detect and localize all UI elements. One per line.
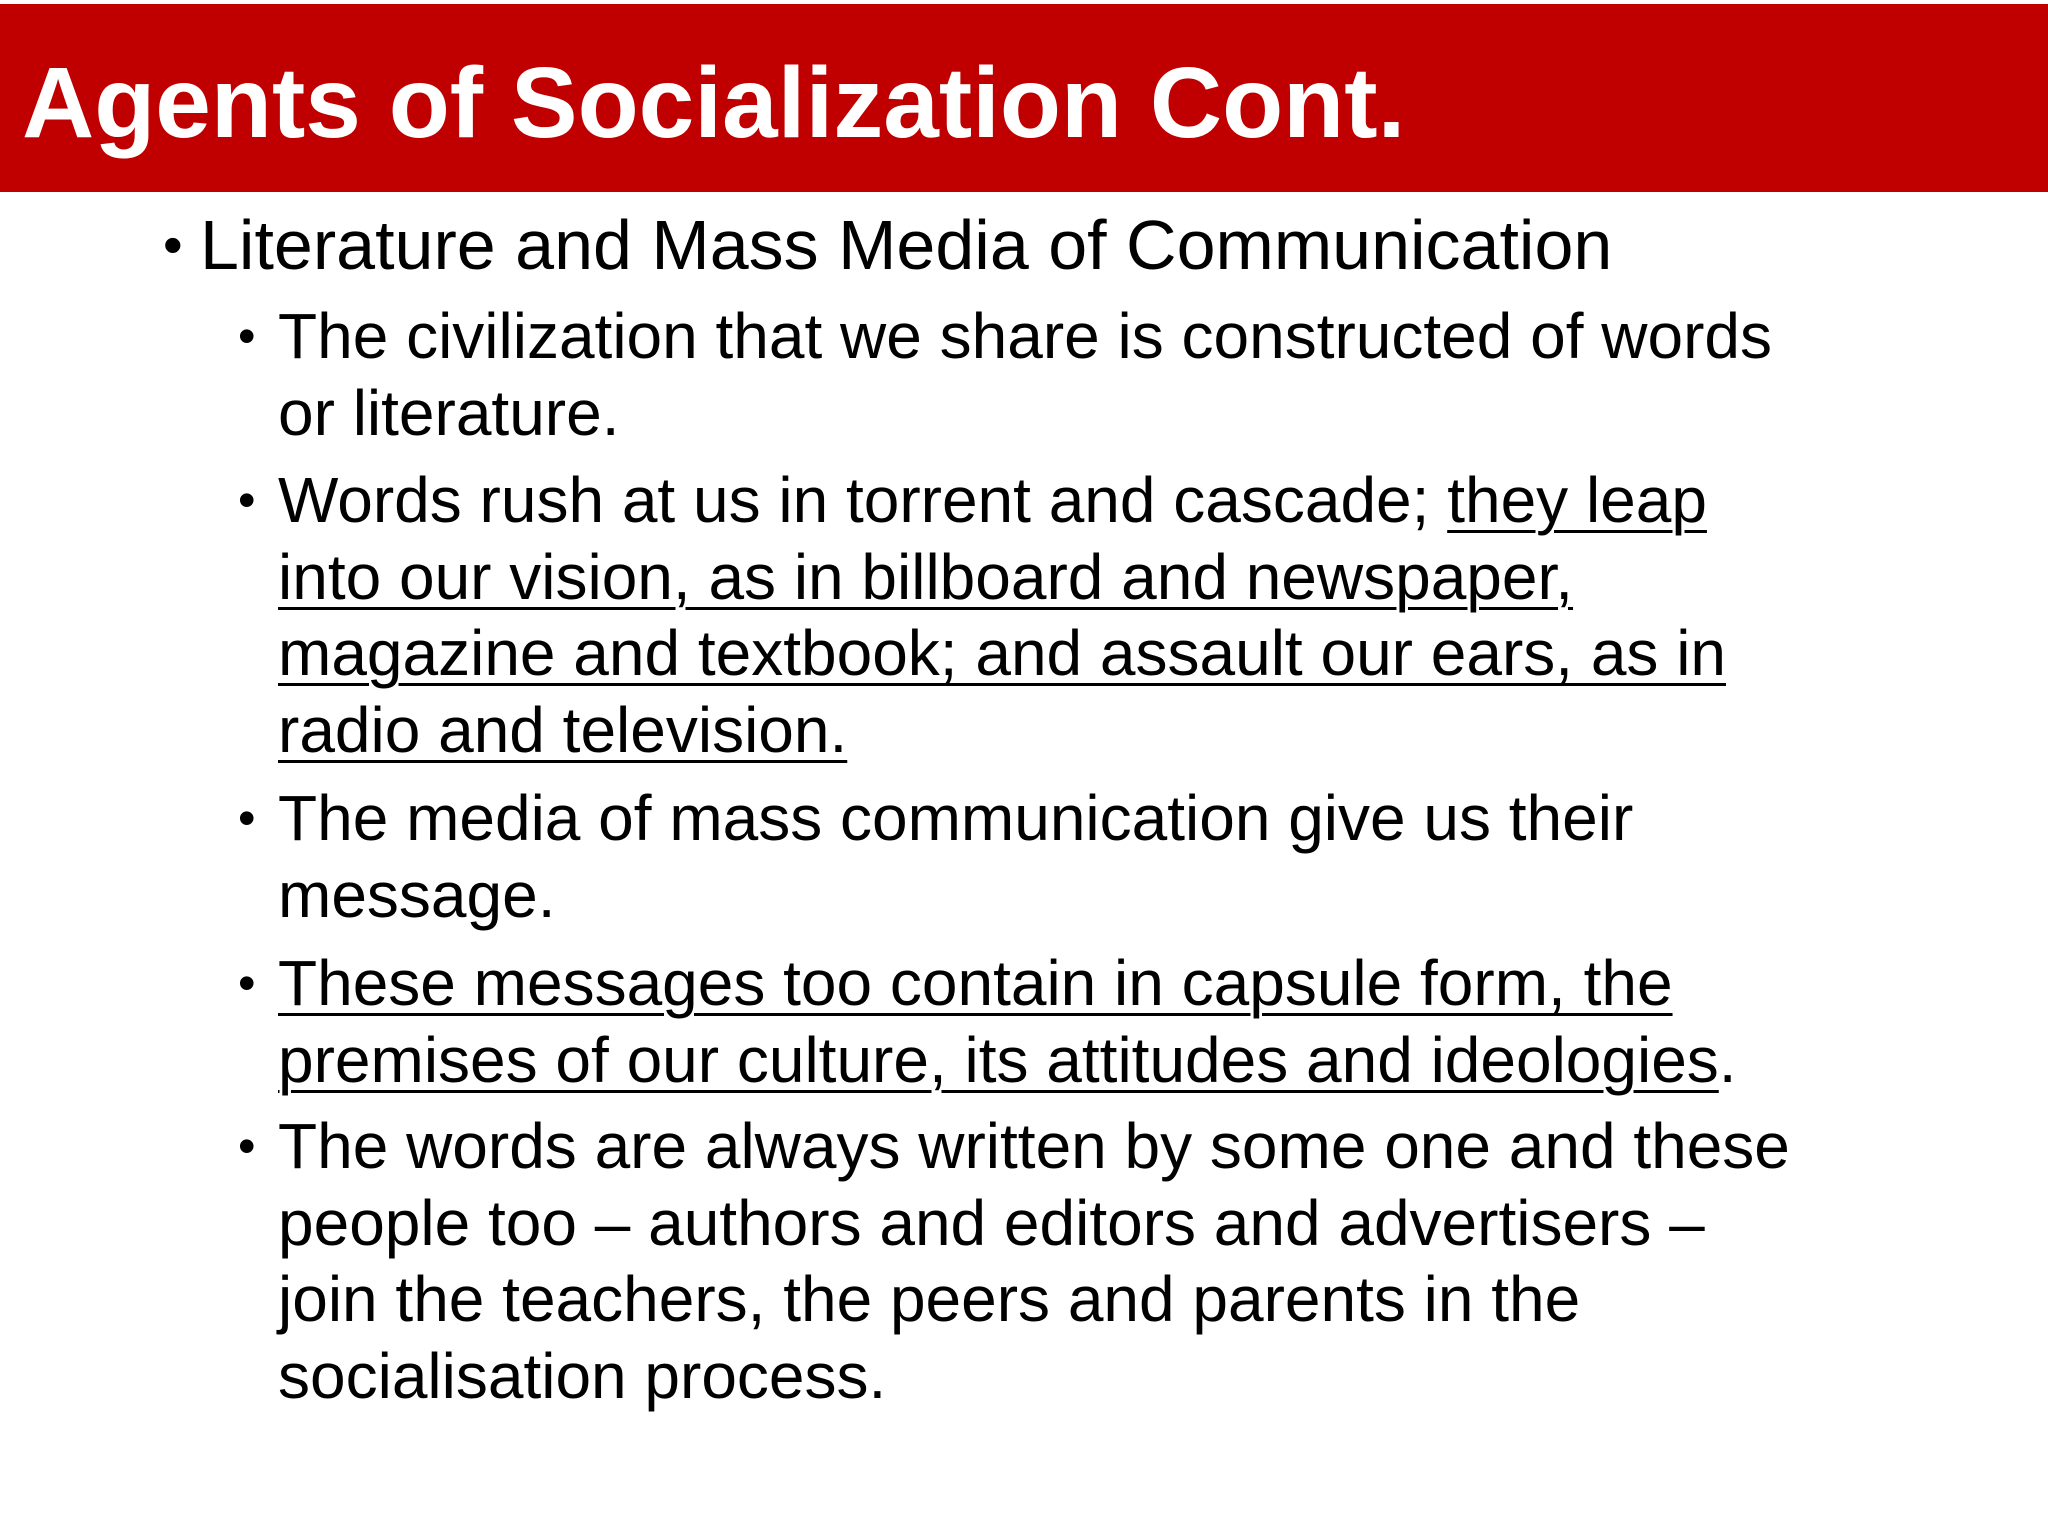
text-line: socialisation process.	[278, 1339, 887, 1412]
underlined-text: These messages too contain in capsule form, the	[278, 947, 1673, 1019]
underlined-text: premises of our culture, its attitudes and ideologies	[278, 1023, 1719, 1096]
text-line	[278, 462, 2008, 539]
bullet-dot-icon: •	[163, 213, 183, 276]
sub-bullet-text	[278, 298, 2008, 451]
sub-bullet-text	[278, 1108, 2008, 1414]
text-line	[278, 945, 2008, 1022]
bullet-dot-icon: •	[238, 472, 256, 528]
plain-text: .	[1718, 1023, 1737, 1096]
main-bullet-text: Literature and Mass Media of Communication	[200, 206, 1613, 284]
text-line: The words are always written by some one and these	[278, 1110, 1790, 1182]
slide-title: Agents of Socialization Cont.	[22, 47, 1406, 159]
sub-bullet-text	[278, 945, 2008, 1098]
underlined-text: magazine and textbook; and assault our ears, as in	[278, 617, 1726, 689]
underlined-text: radio and television.	[278, 693, 848, 766]
text-line: The civilization that we share is constructed of words	[278, 300, 1772, 372]
bullet-dot-icon: •	[238, 790, 256, 846]
text-line	[278, 539, 2008, 616]
underlined-text: they leap	[1447, 464, 1707, 536]
bullet-dot-icon: •	[238, 955, 256, 1011]
underlined-text: into our vision, as in billboard and newspaper,	[278, 540, 1574, 613]
text-line	[278, 1022, 2008, 1099]
bullet-dot-icon: •	[238, 1118, 256, 1174]
plain-text: Words rush at us in torrent and cascade;	[278, 464, 1448, 536]
text-line: The media of mass communication give us their	[278, 782, 1634, 854]
text-line: or literature.	[278, 376, 620, 449]
text-line: message.	[278, 858, 556, 931]
sub-bullet-text	[278, 462, 2008, 768]
text-line	[278, 692, 2008, 769]
text-line: join the teachers, the peers and parents in the	[278, 1263, 1581, 1335]
bullet-dot-icon: •	[238, 308, 256, 364]
text-line	[278, 615, 2008, 692]
sub-bullet-text	[278, 780, 2008, 933]
text-line: people too – authors and editors and advertisers –	[278, 1186, 1705, 1259]
